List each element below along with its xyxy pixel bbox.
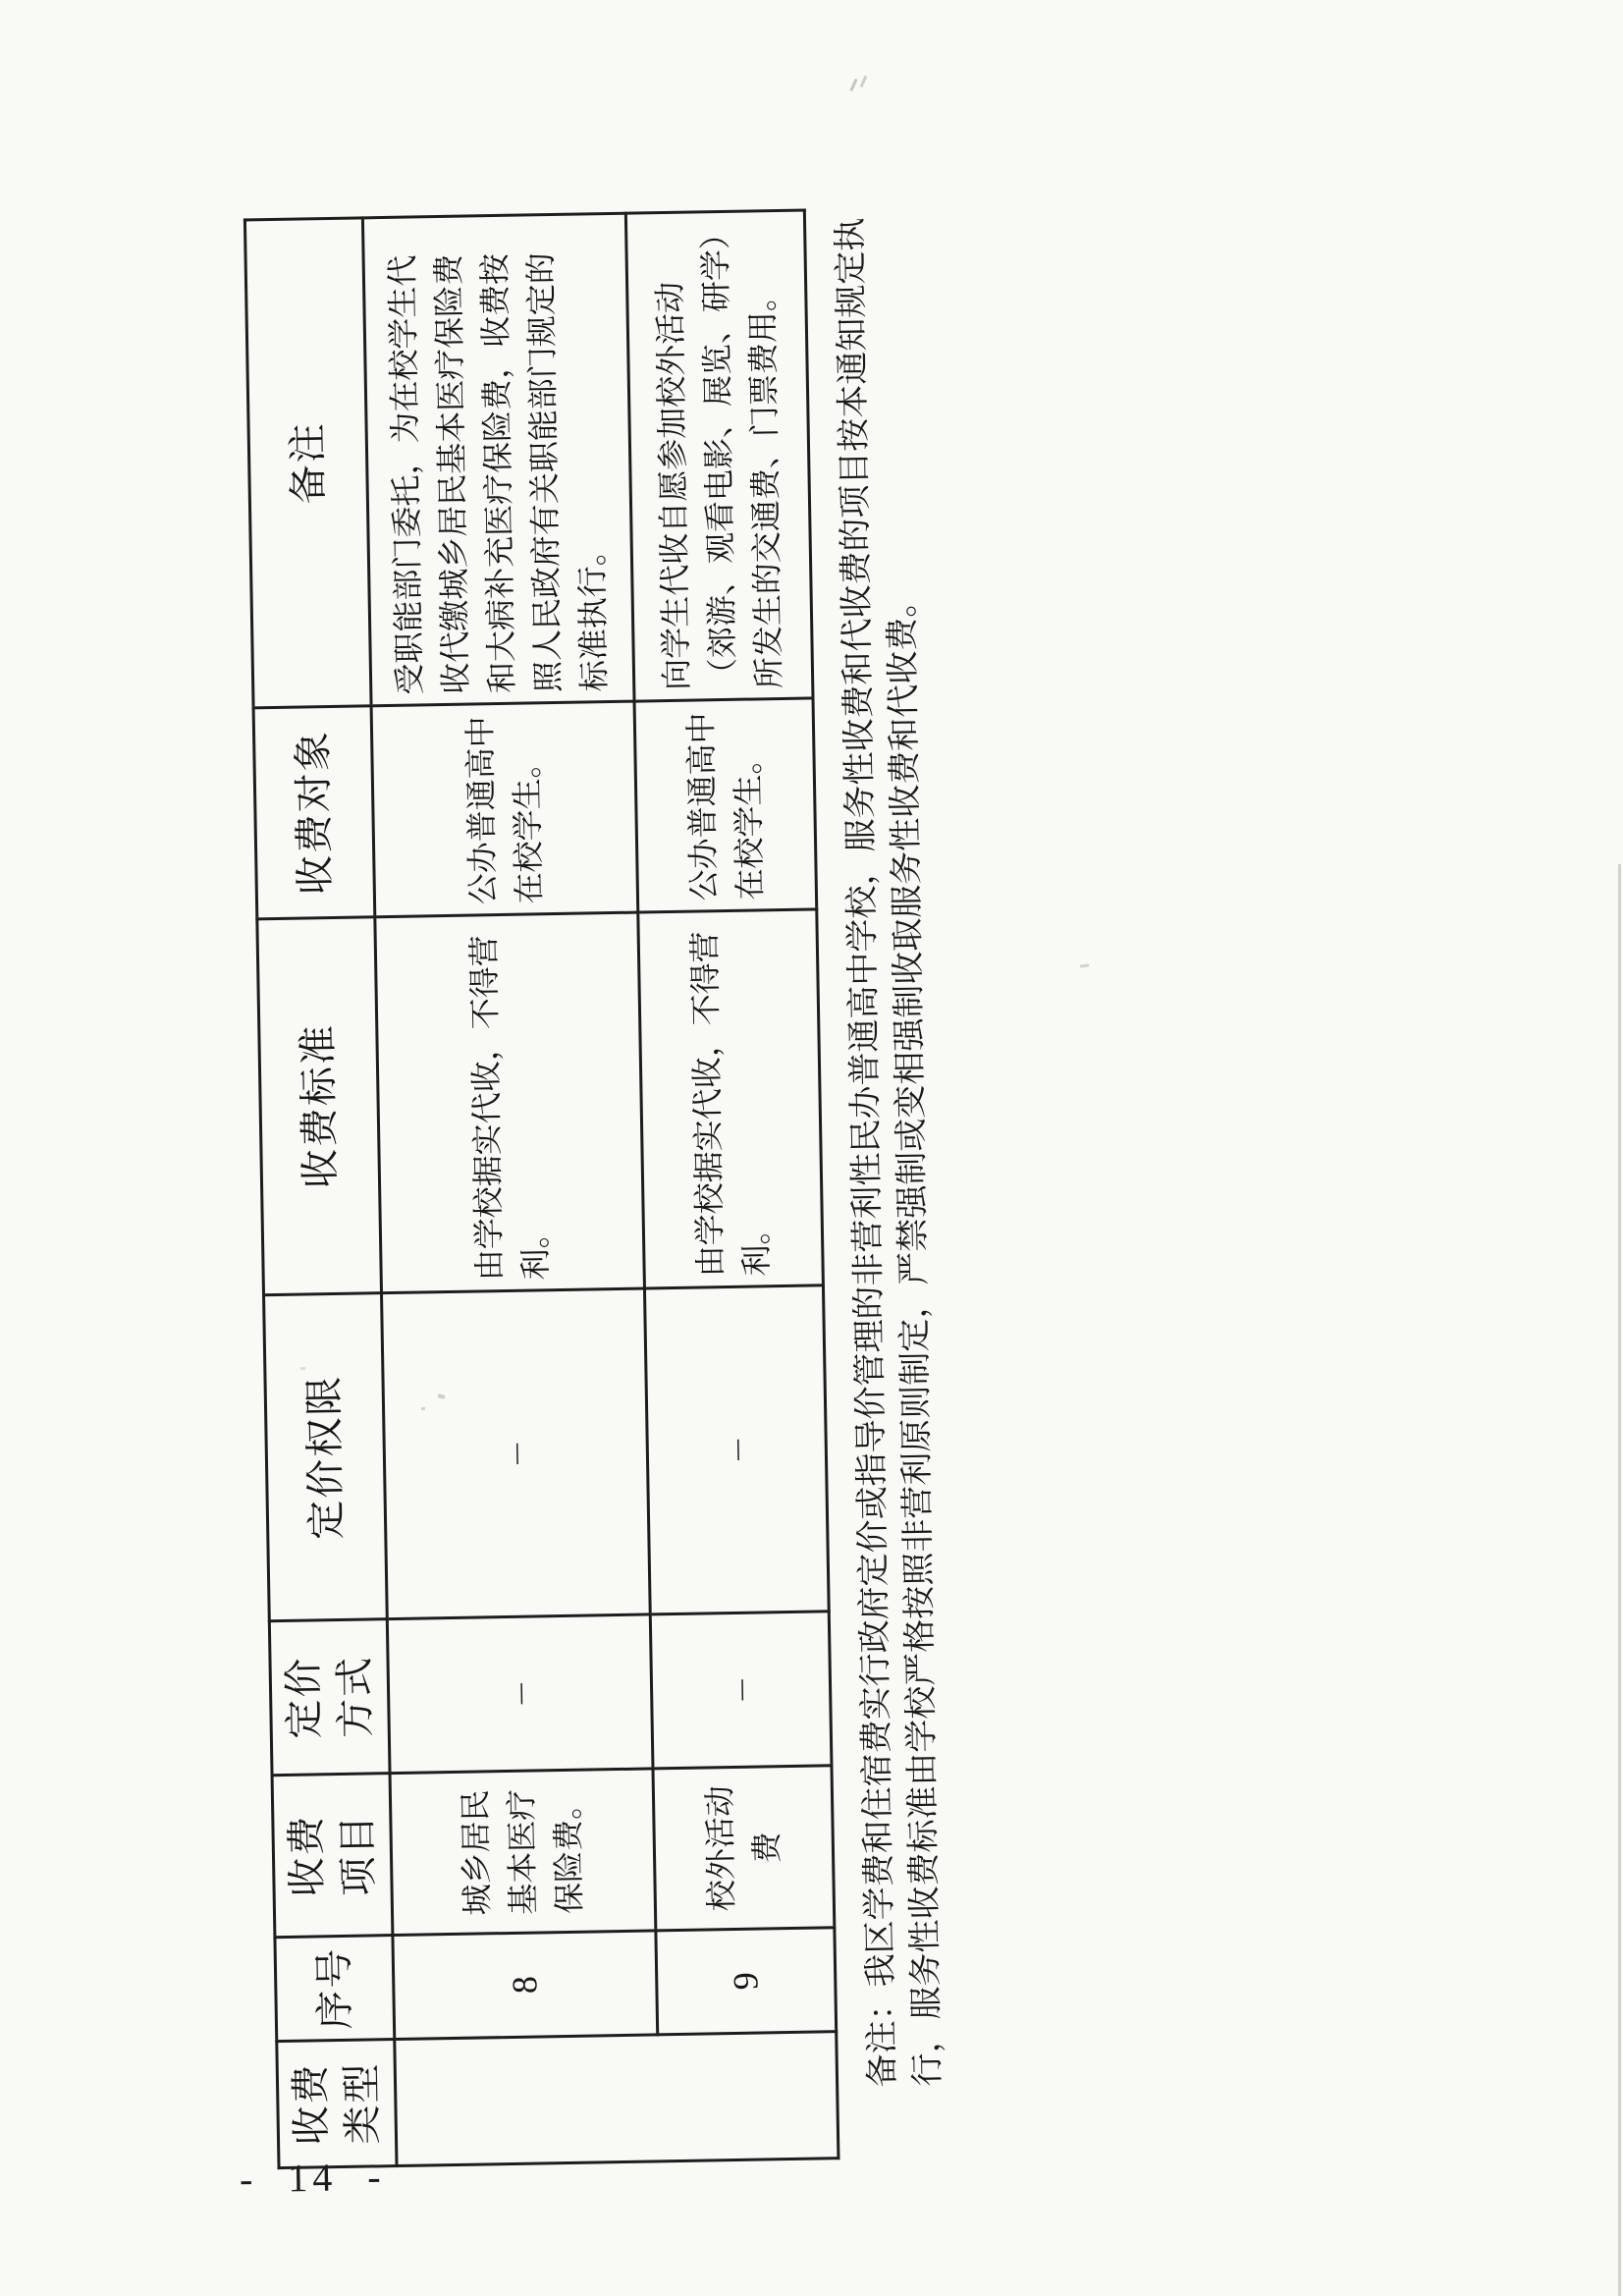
fee-items-table (243, 208, 839, 2169)
column-header-fee-item: 收费 项目 (272, 1773, 393, 1937)
page-number: - 14 - (239, 2154, 387, 2202)
scan-artifact-speck (421, 1407, 425, 1410)
cell-remark-row9: 向学生代收自愿参加校外活动 （郊游、观看电影、展览、研学） 所发生的交通费、门票费用。 (625, 209, 813, 700)
cell-pricing-authority-row8: — (381, 1287, 650, 1618)
cell-pricing-method-row9: — (650, 1611, 832, 1768)
cell-item-row9: 校外活动 费 (652, 1765, 834, 1930)
fee-row-8 (362, 213, 660, 2165)
cell-fee-target-row8: 公办普通高中 在校学生。 (371, 701, 638, 917)
scan-artifact-speck (895, 971, 901, 974)
scan-artifact-speck (300, 1367, 305, 1370)
cell-fee-standard-row8: 由学校据实代收，不得营 利。 (374, 912, 644, 1293)
column-header-fee-type: 收费 类型 (276, 2039, 396, 2167)
cell-item-row8: 城乡居民 基本医疗 保险费。 (390, 1768, 656, 1935)
column-header-remarks: 备注 (244, 217, 371, 707)
cell-serial-row8: 8 (392, 1930, 657, 2039)
table-footnote: 备注：我区学费和住宿费实行政府定价或指导价管理的非营利性民办普通高中学校，服务性收费和代收费的项目按本通知规定执 行，服务性收费标准由学校严格按照非营利原则制定，严禁强制或变相强制收取服务性收费和代收费。 (832, 216, 947, 2088)
cell-remark-row8: 受职能部门委托，为在校学生代 收代缴城乡居民基本医疗保险费 和大病补充医疗保险费，收费按 照人民政府有关职能部门规定的 标准执行。 (362, 213, 634, 706)
fee-row-9 (625, 209, 839, 2160)
cell-fee-target-row9: 公办普通高中 在校学生。 (634, 697, 817, 911)
column-header-pricing-authority: 定价权限 (263, 1292, 387, 1620)
cell-pricing-authority-row9: — (644, 1285, 829, 1613)
cell-serial-row9: 9 (655, 1927, 836, 2034)
column-header-fee-standard: 收费标准 (256, 916, 381, 1294)
cell-fee-type-merged (394, 2031, 838, 2165)
column-header-serial-number: 序号 (274, 1935, 394, 2041)
cell-fee-standard-row9: 由学校据实代收，不得营 利。 (637, 908, 823, 1287)
scan-edge-shadow (1618, 864, 1621, 2296)
cell-pricing-method-row8: — (387, 1613, 653, 1773)
column-header-fee-target: 收费对象 (253, 705, 375, 918)
column-header-pricing-method: 定价 方式 (269, 1618, 390, 1775)
